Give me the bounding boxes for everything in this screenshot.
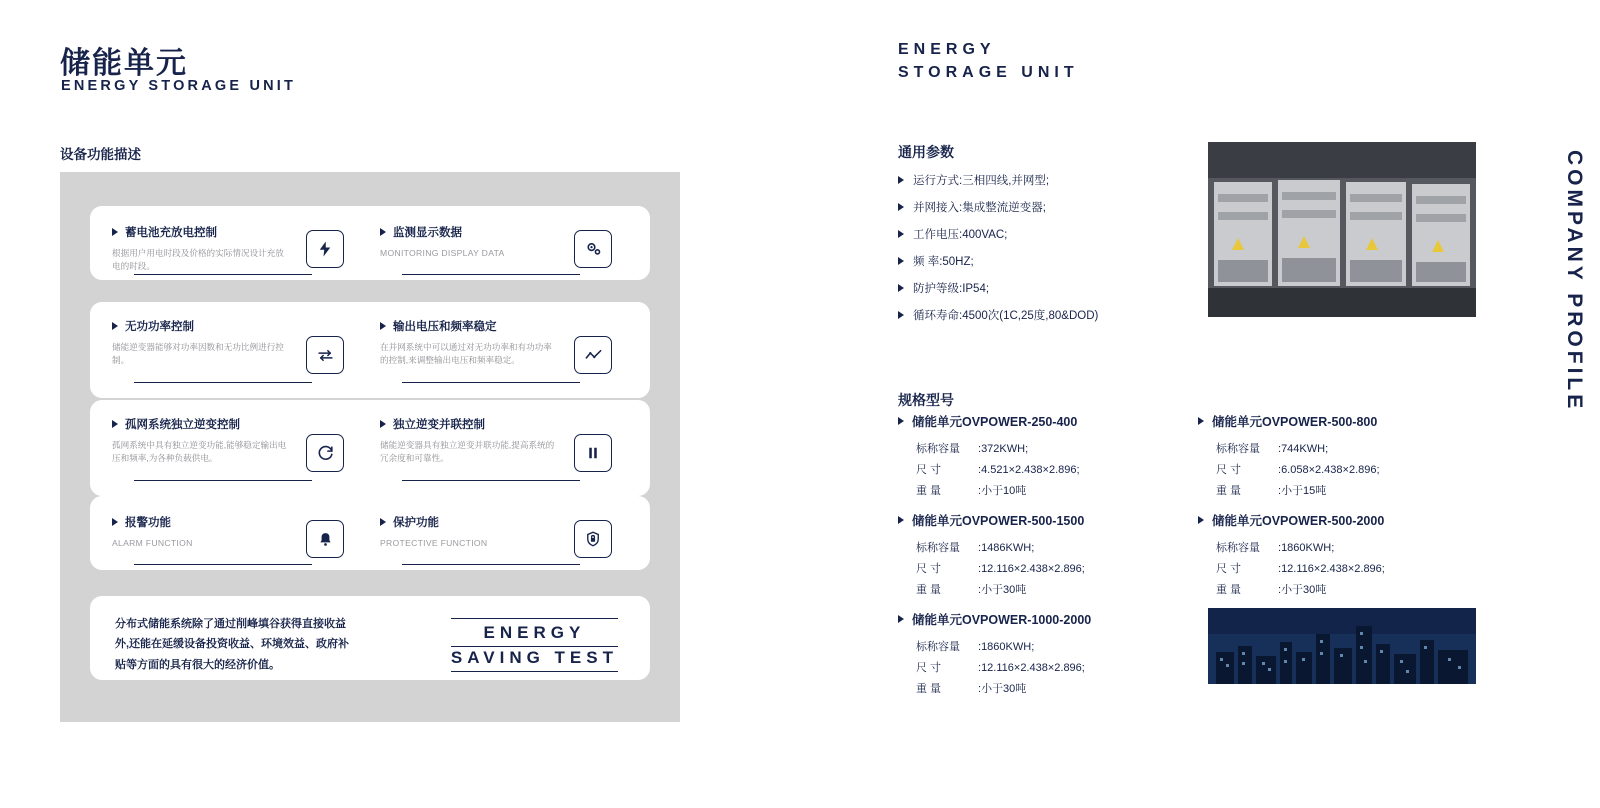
spec-size: 尺 寸 :4.521×2.438×2.896; (916, 460, 1188, 481)
feature-underline (402, 274, 580, 275)
spec-value: 12.116×2.438×2.896; (1281, 562, 1385, 575)
triangle-bullet-icon (112, 228, 118, 236)
model-spec-lines (898, 538, 1188, 601)
spec-key: 重 量 (916, 682, 942, 695)
triangle-bullet-icon (898, 176, 904, 184)
model-name: 储能单元OVPOWER-1000-2000 (912, 613, 1092, 627)
spec-key: 尺 寸 (1216, 562, 1242, 575)
spec-key: 重 量 (1216, 583, 1242, 596)
feature-title-row (380, 318, 642, 334)
page-title-cn: 储能单元 (60, 47, 188, 80)
feature-underline (402, 564, 580, 565)
model-title-row (898, 412, 1188, 430)
list-item (898, 166, 1228, 193)
param-text: 防护等级:IP54; (913, 282, 990, 295)
feature-title: 独立逆变并联控制 (393, 419, 485, 431)
model-spec-lines (1198, 439, 1488, 502)
model-title-row (898, 610, 1188, 628)
model-name: 储能单元OVPOWER-500-800 (1212, 415, 1378, 429)
triangle-bullet-icon (112, 420, 118, 428)
triangle-bullet-icon (898, 230, 904, 238)
model-title-row (898, 511, 1188, 529)
gear-icon (574, 230, 612, 268)
spec-value: 1860KWH; (1281, 542, 1335, 554)
spec-value: 1860KWH; (981, 641, 1035, 653)
list-item (898, 301, 1228, 328)
feature-underline (134, 382, 312, 383)
feature-description: 孤网系统中具有独立逆变功能,能够稳定输出电压和频率,为各种负载供电。 (112, 440, 287, 464)
feature-title-row (112, 416, 374, 432)
spec-weight: 重 量 :小于10吨 (916, 481, 1188, 502)
feature-title: 输出电压和频率稳定 (393, 321, 497, 333)
spec-key: 标称容量 (1216, 542, 1260, 554)
triangle-bullet-icon (1198, 417, 1204, 425)
feature-description: MONITORING DISPLAY DATA (380, 248, 505, 258)
feature-title: 无功功率控制 (125, 321, 194, 333)
feature-underline (402, 480, 580, 481)
model-ovpower-250-400 (898, 412, 1188, 502)
waveform-icon (574, 336, 612, 374)
feature-description: 储能逆变器能够对功率因数和无功比例进行控制。 (112, 342, 284, 366)
triangle-bullet-icon (898, 417, 904, 425)
triangle-bullet-icon (898, 615, 904, 623)
feature-card-4 (90, 496, 650, 570)
list-item (898, 247, 1228, 274)
lock-shield-icon (574, 520, 612, 558)
triangle-bullet-icon (898, 311, 904, 319)
model-ovpower-500-2000 (1198, 511, 1488, 601)
right-page-title (898, 38, 1079, 84)
feature-card-2 (90, 302, 650, 398)
spec-key: 尺 寸 (1216, 463, 1242, 476)
feature-title-row (112, 318, 374, 334)
model-spec-lines (898, 439, 1188, 502)
spec-size: 尺 寸 :12.116×2.438×2.896; (916, 559, 1188, 580)
model-name: 储能单元OVPOWER-500-2000 (1212, 514, 1385, 528)
section-heading-general-parameters: 通用参数 (898, 144, 954, 160)
transfer-icon (306, 336, 344, 374)
spec-key: 尺 寸 (916, 661, 942, 674)
feature-description: ALARM FUNCTION (112, 538, 193, 548)
energy-saving-test-mark (451, 618, 618, 672)
spec-capacity: 标称容量 :1860KWH; (1216, 538, 1488, 559)
param-text: 并网接入:集成整流逆变器; (913, 201, 1046, 214)
feature-card-1 (90, 206, 650, 280)
feature-title: 蓄电池充放电控制 (125, 227, 217, 239)
spec-key: 重 量 (916, 583, 942, 596)
feature-title: 孤网系统独立逆变控制 (125, 419, 240, 431)
spec-value: 小于30吨 (981, 583, 1027, 596)
triangle-bullet-icon (112, 322, 118, 330)
feature-underline (134, 274, 312, 275)
spec-value: 6.058×2.438×2.896; (1281, 463, 1380, 476)
feature-description: 根据用户用电时段及价格的实际情况设计充放电的时段。 (112, 248, 284, 272)
triangle-bullet-icon (898, 516, 904, 524)
spec-value: 372KWH; (981, 443, 1029, 455)
spec-weight: 重 量 :小于15吨 (1216, 481, 1488, 502)
param-text: 工作电压:400VAC; (913, 228, 1008, 241)
feature-description: 储能逆变器具有独立逆变并联功能,提高系统的冗余度和可靠性。 (380, 440, 555, 464)
page-title-en: ENERGY STORAGE UNIT (61, 78, 297, 94)
spec-value: 小于15吨 (1281, 484, 1327, 497)
mark-line-1: ENERGY (451, 618, 618, 647)
param-text: 循环寿命:4500次(1C,25度,80&DOD) (913, 309, 1099, 322)
model-spec-lines (898, 637, 1188, 700)
left-page (0, 0, 760, 808)
feature-title: 报警功能 (125, 517, 171, 529)
mark-line-2: SAVING TEST (451, 647, 618, 672)
feature-card-3 (90, 400, 650, 496)
feature-underline (134, 480, 312, 481)
feature-underline (402, 382, 580, 383)
spec-key: 重 量 (1216, 484, 1242, 497)
general-parameters-list (898, 166, 1228, 328)
photo-container-units-art (1208, 142, 1476, 317)
economic-value-note-card (90, 596, 650, 680)
spec-value: 小于30吨 (981, 682, 1027, 695)
pause-icon (574, 434, 612, 472)
spec-value: 12.116×2.438×2.896; (981, 562, 1085, 575)
model-title-row (1198, 511, 1488, 529)
feature-title: 监测显示数据 (393, 227, 462, 239)
spec-value: 12.116×2.438×2.896; (981, 661, 1085, 674)
spec-weight: 重 量 :小于30吨 (1216, 580, 1488, 601)
spec-value: 小于30吨 (1281, 583, 1327, 596)
model-title-row (1198, 412, 1488, 430)
triangle-bullet-icon (380, 228, 386, 236)
spec-key: 标称容量 (916, 641, 960, 653)
spec-key: 标称容量 (1216, 443, 1260, 455)
model-spec-lines (1198, 538, 1488, 601)
triangle-bullet-icon (898, 284, 904, 292)
model-name: 储能单元OVPOWER-500-1500 (912, 514, 1085, 528)
model-ovpower-500-800 (1198, 412, 1488, 502)
model-ovpower-1000-2000 (898, 610, 1188, 700)
right-title-line-2: STORAGE UNIT (898, 64, 1079, 82)
param-text: 频 率:50HZ; (913, 255, 974, 268)
triangle-bullet-icon (1198, 516, 1204, 524)
bell-icon (306, 520, 344, 558)
spec-weight: 重 量 :小于30吨 (916, 580, 1188, 601)
triangle-bullet-icon (380, 420, 386, 428)
spec-key: 标称容量 (916, 443, 960, 455)
feature-description: 在并网系统中可以通过对无功功率和有功功率的控制,来调整输出电压和频率稳定。 (380, 342, 552, 366)
photo-city-skyline (1208, 608, 1476, 684)
list-item (898, 193, 1228, 220)
triangle-bullet-icon (380, 518, 386, 526)
spec-size: 尺 寸 :6.058×2.438×2.896; (1216, 460, 1488, 481)
spec-value: 1486KWH; (981, 542, 1035, 554)
note-text: 分布式储能系统除了通过削峰填谷获得直接收益外,还能在延缓设备投资收益、环境效益、政府补贴等方面的具有很大的经济价值。 (115, 618, 350, 671)
model-ovpower-500-1500 (898, 511, 1188, 601)
triangle-bullet-icon (898, 203, 904, 211)
feature-underline (134, 564, 312, 565)
functions-panel (60, 172, 680, 722)
list-item (898, 220, 1228, 247)
spec-value: 4.521×2.438×2.896; (981, 463, 1080, 476)
spec-value: 744KWH; (1281, 443, 1329, 455)
param-text: 运行方式:三相四线,并网型; (913, 174, 1050, 187)
spec-key: 尺 寸 (916, 562, 942, 575)
triangle-bullet-icon (380, 322, 386, 330)
triangle-bullet-icon (112, 518, 118, 526)
photo-container-units (1208, 142, 1476, 317)
feature-title: 保护功能 (393, 517, 439, 529)
triangle-bullet-icon (898, 257, 904, 265)
right-page (860, 0, 1600, 808)
spec-capacity: 标称容量 :744KWH; (1216, 439, 1488, 460)
spec-capacity: 标称容量 :372KWH; (916, 439, 1188, 460)
bolt-icon (306, 230, 344, 268)
feature-title-row (380, 416, 642, 432)
spec-capacity: 标称容量 :1860KWH; (916, 637, 1188, 658)
spec-capacity: 标称容量 :1486KWH; (916, 538, 1188, 559)
right-title-line-1: ENERGY (898, 41, 996, 58)
spec-size: 尺 寸 :12.116×2.438×2.896; (1216, 559, 1488, 580)
spec-weight: 重 量 :小于30吨 (916, 679, 1188, 700)
refresh-icon (306, 434, 344, 472)
spec-value: 小于10吨 (981, 484, 1027, 497)
spec-key: 重 量 (916, 484, 942, 497)
spec-key: 标称容量 (916, 542, 960, 554)
model-name: 储能单元OVPOWER-250-400 (912, 415, 1078, 429)
spec-key: 尺 寸 (916, 463, 942, 476)
photo-city-skyline-art (1208, 608, 1476, 684)
feature-description: PROTECTIVE FUNCTION (380, 538, 488, 548)
section-heading-functions: 设备功能描述 (60, 147, 141, 162)
section-heading-models: 规格型号 (898, 392, 954, 408)
list-item (898, 274, 1228, 301)
company-profile-vertical-text: COMPANY PROFILE (1563, 150, 1586, 413)
spec-size: 尺 寸 :12.116×2.438×2.896; (916, 658, 1188, 679)
